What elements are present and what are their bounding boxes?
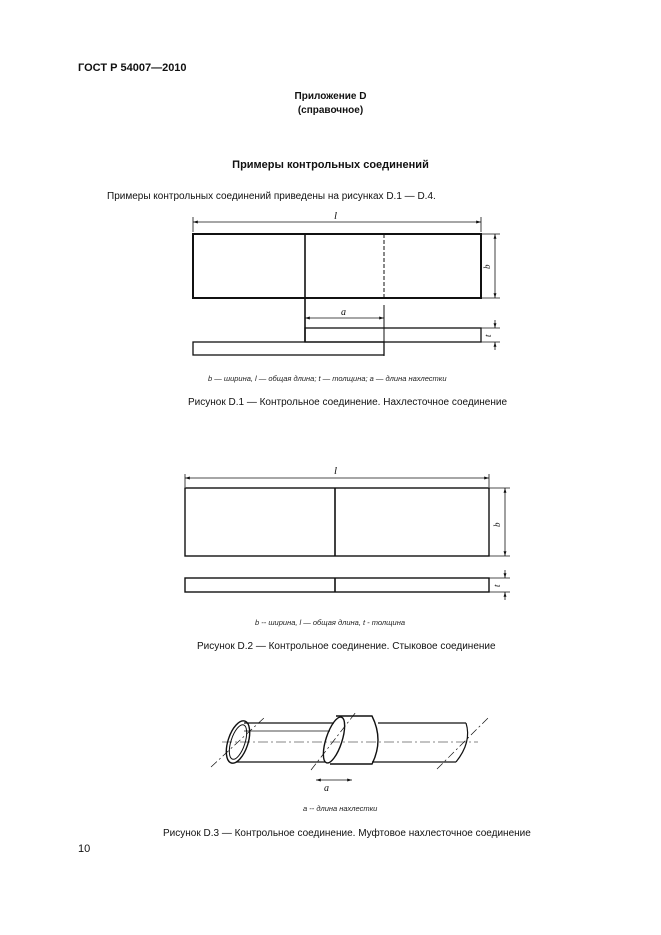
d1-label-a: a bbox=[341, 307, 346, 318]
figure-d3-caption: Рисунок D.3 — Контрольное соединение. Муфтовое нахлесточное соединение bbox=[163, 828, 531, 839]
d2-top-view-plate bbox=[185, 488, 489, 556]
section-title: Примеры контрольных соединений bbox=[232, 159, 429, 171]
d1-label-t: t bbox=[483, 334, 493, 337]
d2-side-view-plate bbox=[185, 578, 489, 592]
figure-d3-legend: a -- длина нахлестки bbox=[303, 804, 378, 813]
d3-section-line-middle bbox=[311, 712, 356, 770]
d1-label-l: l bbox=[334, 210, 338, 222]
figure-d1-caption: Рисунок D.1 — Контрольное соединение. Нахлесточное соединение bbox=[188, 397, 508, 408]
figure-d2-legend: b -- ширина, l — общая длина, t - толщина bbox=[255, 618, 406, 627]
d3-label-a: a bbox=[324, 783, 329, 794]
d3-right-pipe-end bbox=[456, 723, 468, 762]
d2-label-l: l bbox=[334, 465, 338, 477]
d1-side-lower-strip bbox=[193, 342, 384, 355]
d3-coupling-sleeve bbox=[330, 716, 378, 764]
d2-label-b: b bbox=[492, 522, 502, 527]
figure-d2-caption: Рисунок D.2 — Контрольное соединение. Стыковое соединение bbox=[197, 641, 496, 652]
d1-label-b: b bbox=[482, 264, 492, 269]
d1-side-upper-strip bbox=[305, 328, 481, 342]
d3-section-line-left bbox=[211, 717, 265, 767]
document-header: ГОСТ Р 54007—2010 bbox=[78, 62, 187, 74]
appendix-subtitle: (справочное) bbox=[297, 105, 364, 116]
figure-d1-legend: b — ширина, l — общая длина; t — толщина; a — длина нахлестки bbox=[208, 374, 447, 383]
page-number: 10 bbox=[78, 843, 91, 855]
appendix-title: Приложение D bbox=[294, 91, 367, 102]
d2-label-t: t bbox=[492, 584, 502, 587]
d3-section-line-right bbox=[437, 717, 489, 769]
d1-top-plate bbox=[193, 234, 481, 298]
section-intro: Примеры контрольных соединений приведены на рисунках D.1 — D.4. bbox=[107, 191, 436, 202]
